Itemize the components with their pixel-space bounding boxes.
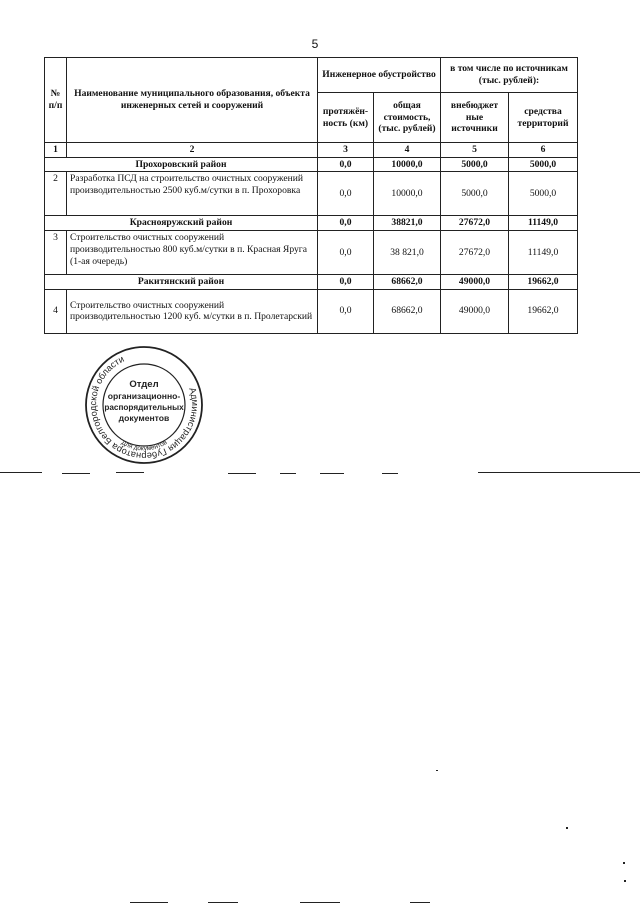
index-cell: 2 (67, 143, 318, 158)
item-name: Строительство очистных сооружений производительностью 1200 куб. м/сутки в п. Пролетарский (67, 289, 318, 333)
header-territory: средства территорий (509, 93, 578, 143)
district-length: 0,0 (318, 275, 374, 290)
district-row (45, 216, 578, 231)
stamp-ring-text: Администрация Губернатора Белгородской области (87, 353, 201, 462)
header-engineering: Инженерное обустройство (318, 58, 441, 93)
item-number: 3 (45, 231, 67, 275)
item-row (45, 289, 578, 333)
item-length: 0,0 (318, 289, 374, 333)
index-cell: 4 (374, 143, 441, 158)
scan-artifact-line (228, 473, 256, 474)
stamp-line-1: Отдел (129, 379, 159, 390)
item-name: Разработка ПСД на строительство очистных сооружений производительностью 2500 куб.м/сутки в п. Прохоровка (67, 172, 318, 216)
scan-artifact-line (320, 473, 344, 474)
district-length: 0,0 (318, 157, 374, 172)
item-territory: 5000,0 (509, 172, 578, 216)
header-length: протяжён-ность (км) (318, 93, 374, 143)
stamp-line-4: документов (118, 413, 170, 423)
item-number: 2 (45, 172, 67, 216)
header-name: Наименование муниципального образования, объекта инженерных сетей и сооружений (67, 58, 318, 143)
scan-artifact-line (478, 472, 640, 473)
scan-artifact-line (382, 473, 398, 474)
item-territory: 19662,0 (509, 289, 578, 333)
index-cell: 5 (441, 143, 509, 158)
item-row (45, 172, 578, 216)
stamp-line-2: организационно- (107, 391, 181, 401)
item-cost: 68662,0 (374, 289, 441, 333)
scan-artifact-dot (623, 862, 625, 864)
item-cost: 10000,0 (374, 172, 441, 216)
district-length: 0,0 (318, 216, 374, 231)
header-total-cost: общая стоимость, (тыс. рублей) (374, 93, 441, 143)
scan-artifact-line (208, 902, 238, 903)
item-territory: 11149,0 (509, 231, 578, 275)
header-sources: в том числе по источникам (тыс. рублей): (441, 58, 578, 93)
item-offbudget: 27672,0 (441, 231, 509, 275)
index-cell: 6 (509, 143, 578, 158)
district-cost: 68662,0 (374, 275, 441, 290)
district-cost: 10000,0 (374, 157, 441, 172)
item-length: 0,0 (318, 172, 374, 216)
scan-artifact-line (130, 902, 168, 903)
district-offbudget: 5000,0 (441, 157, 509, 172)
item-name: Строительство очистных сооружений производительностью 800 куб.м/сутки в п. Красная Яруга (1-ая очередь) (67, 231, 318, 275)
index-row (45, 143, 578, 158)
stamp-bottom-text: Для документов (120, 439, 169, 453)
item-offbudget: 5000,0 (441, 172, 509, 216)
district-row (45, 157, 578, 172)
scan-artifact-dot (566, 827, 568, 829)
funding-table (44, 57, 578, 334)
item-length: 0,0 (318, 231, 374, 275)
district-territory: 5000,0 (509, 157, 578, 172)
district-name: Прохоровский район (45, 157, 318, 172)
item-cost: 38 821,0 (374, 231, 441, 275)
district-row (45, 275, 578, 290)
header-num: № п/п (45, 58, 67, 143)
scan-artifact-dot (624, 880, 626, 882)
scan-artifact-line (62, 473, 90, 474)
item-row (45, 231, 578, 275)
scan-artifact-line (410, 902, 430, 903)
item-number: 4 (45, 289, 67, 333)
scan-artifact-line (0, 472, 42, 473)
district-cost: 38821,0 (374, 216, 441, 231)
district-offbudget: 49000,0 (441, 275, 509, 290)
scan-artifact-line (116, 472, 144, 473)
scan-artifact-line (280, 473, 296, 474)
scan-artifact-dot (436, 770, 438, 771)
stamp-line-3: распорядительных (104, 403, 184, 412)
item-offbudget: 49000,0 (441, 289, 509, 333)
index-cell: 3 (318, 143, 374, 158)
scan-artifact-line (300, 902, 340, 903)
district-name: Краснояружский район (45, 216, 318, 231)
district-offbudget: 27672,0 (441, 216, 509, 231)
page-number: 5 (311, 37, 319, 51)
district-territory: 11149,0 (509, 216, 578, 231)
district-territory: 19662,0 (509, 275, 578, 290)
index-cell: 1 (45, 143, 67, 158)
district-name: Ракитянский район (45, 275, 318, 290)
official-stamp (83, 344, 205, 466)
header-offbudget: внебюджет ные источники (441, 93, 509, 143)
